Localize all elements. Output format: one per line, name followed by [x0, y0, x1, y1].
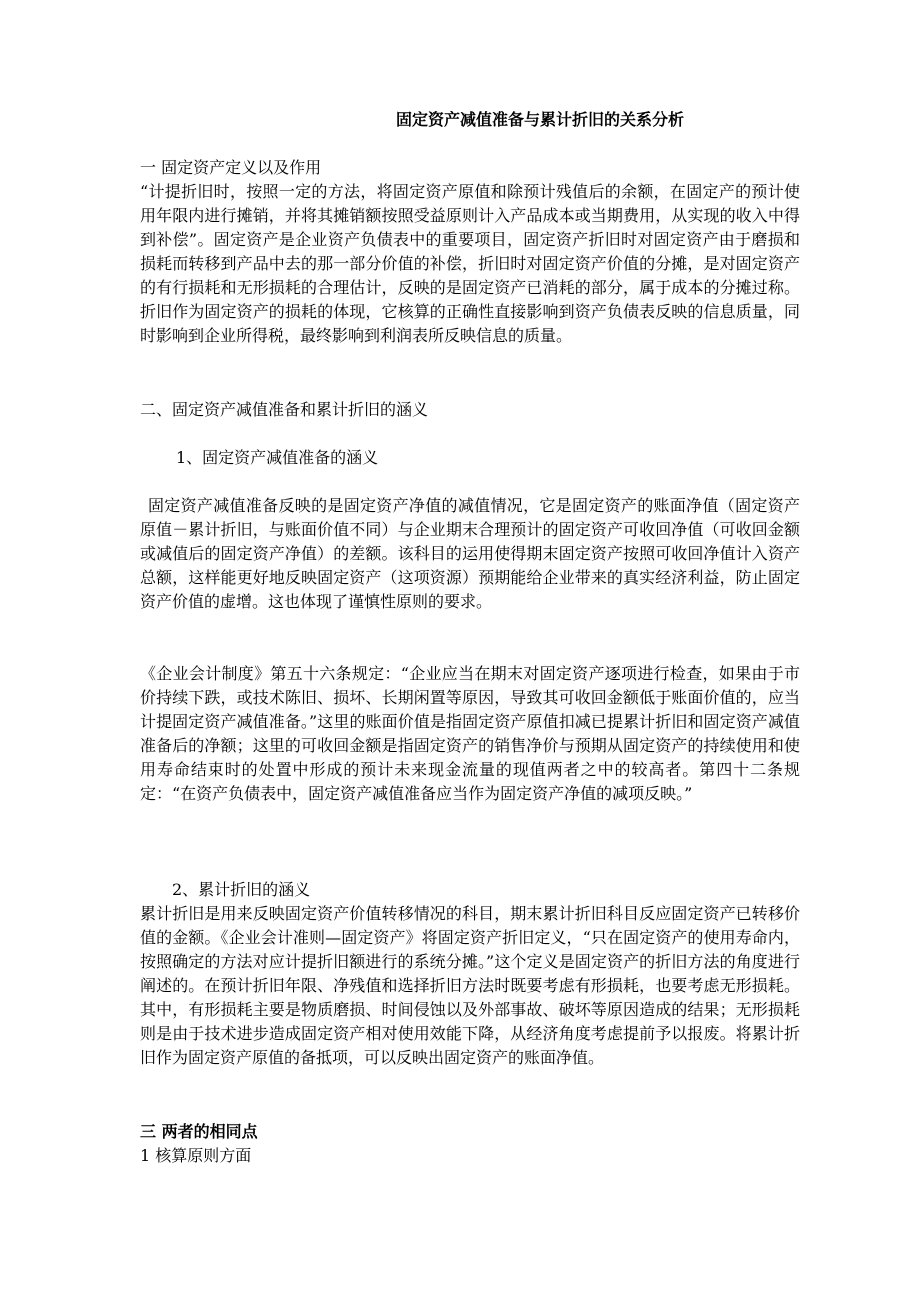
section-2-2-heading: 2、累计折旧的涵义 [172, 880, 311, 899]
section-2-heading: 二、固定资产减值准备和累计折旧的涵义 [140, 400, 429, 419]
section-3-heading: 三 两者的相同点 [140, 1122, 258, 1141]
section-3-1-heading: 1 核算原则方面 [140, 1146, 252, 1165]
section-2-1-heading: 1、固定资产减值准备的涵义 [176, 448, 379, 467]
section-1-heading: 一 固定资产定义以及作用 [140, 158, 322, 177]
section-1-paragraph: “计提折旧时，按照一定的方法，将固定资产原值和除预计残值后的余额，在固定产的预计使用年限内进行摊销，并将其摊销额按照受益原则计入产品成本或当期费用，从实现的收入中得到补偿”。固定资产是企业资产负债表中的重要项目，固定资产折旧时对固定资产由于磨损和损耗而转移到产品中去的那一部分价值的补偿，折旧时对固定资产价值的分摊，是对固定资产的有行损耗和无形损耗的合理估计，反映的是固定资产已消耗的部分，属于成本的分摊过称。折旧作为固定资产的损耗的体现，它核算的正确性直接影响到资产负债表反映的信息质量，同时影响到企业所得税，最终影响到利润表所反映信息的质量。 [140, 182, 800, 345]
section-2-2-paragraph: 累计折旧是用来反映固定资产价值转移情况的科目，期末累计折旧科目反应固定资产已转移价值的金额。《企业会计准则—固定资产》将固定资产折旧定义，“只在固定资产的使用寿命内，按照确定的方法对应计提折旧额进行的系统分摊。”这个定义是固定资产的折旧方法的角度进行阐述的。在预计折旧年限、净残值和选择折旧方法时既要考虑有形损耗，也要考虑无形损耗。其中，有形损耗主要是物质磨损、时间侵蚀以及外部事故、破坏等原因造成的结果；无形损耗则是由于技术进步造成固定资产相对使用效能下降，从经济角度考虑提前予以报废。将累计折旧作为固定资产原值的备抵项，可以反映出固定资产的账面净值。 [140, 904, 800, 1067]
section-2-1-paragraph-2: 《企业会计制度》第五十六条规定：“企业应当在期末对固定资产逐项进行检查，如果由于市价持续下跌，或技术陈旧、损坏、长期闲置等原因，导致其可收回金额低于账面价值的，应当计提固定资产减值准备。”这里的账面价值是指固定资产原值扣减已提累计折旧和固定资产减值准备后的净额；这里的可收回金额是指固定资产的销售净价与预期从固定资产的持续使用和使用寿命结束时的处置中形成的预计未来现金流量的现值两者之中的较高者。第四十二条规定：“在资产负债表中，固定资产减值准备应当作为固定资产净值的减项反映。” [140, 664, 800, 803]
section-2-1-paragraph-1: 固定资产减值准备反映的是固定资产净值的减值情况，它是固定资产的账面净值（固定资产原值－累计折旧，与账面价值不同）与企业期末合理预计的固定资产可收回净值（可收回金额或减值后的固定资产净值）的差额。该科目的运用使得期末固定资产按照可收回净值计入资产总额，这样能更好地反映固定资产（这项资源）预期能给企业带来的真实经济利益，防止固定资产价值的虚增。这也体现了谨慎性原则的要求。 [140, 496, 800, 611]
document-title: 固定资产减值准备与累计折旧的关系分析 [395, 110, 684, 129]
